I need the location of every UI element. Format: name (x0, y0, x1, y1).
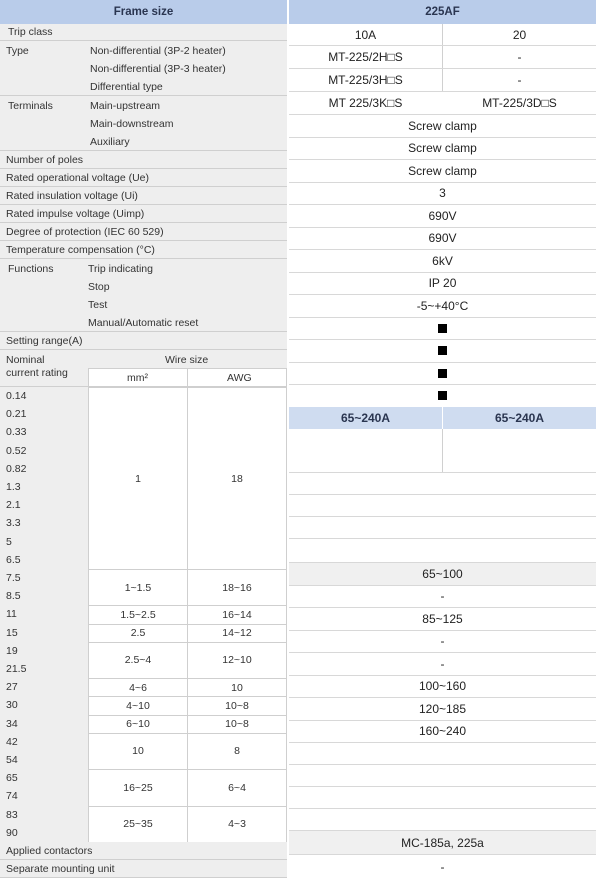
wire-mm2-cell (88, 696, 188, 715)
wire-mm2-value: 4~6 (129, 681, 147, 694)
blank-row (289, 517, 596, 539)
function-value-row (289, 340, 596, 363)
single-value-row (289, 138, 596, 161)
function-value-row (289, 363, 596, 386)
wire-mm2-cell (88, 769, 188, 806)
blank-row (289, 765, 596, 787)
wire-awg-value: 10~8 (225, 699, 249, 712)
single-value: -5~+40°C (416, 298, 469, 313)
wire-mm2-value: 6~10 (126, 718, 150, 731)
wire-awg-value: 8 (234, 745, 240, 758)
setting-range-label: Setting range(A) (6, 335, 83, 347)
current-rating-value: 0.52 (6, 444, 27, 457)
single-value: IP 20 (428, 276, 457, 291)
applied-contactors-row (0, 842, 287, 860)
wire-awg-cell (187, 569, 287, 606)
wire-mm2-value: 10 (132, 745, 144, 758)
applied-contactors-value-row (289, 831, 596, 855)
current-rating-value: 30 (6, 699, 18, 712)
ui-label: Rated insulation voltage (Ui) (6, 190, 138, 202)
single-value: 690V (428, 231, 457, 246)
single-value: 690V (428, 208, 457, 223)
wire-awg-value: 16~14 (222, 608, 252, 621)
current-rating-value: 5 (6, 535, 12, 548)
trip-class-values-row (289, 24, 596, 46)
single-value-row (289, 295, 596, 318)
single-value-row (289, 228, 596, 251)
awg-header-cell (187, 368, 287, 387)
range-value-row (289, 563, 596, 586)
mm2-label: mm² (127, 372, 148, 384)
functions-item: Manual/Automatic reset (88, 317, 199, 329)
wire-awg-cell (187, 769, 287, 806)
range-value-row (289, 653, 596, 676)
wire-awg-cell (187, 806, 287, 843)
wire-awg-cell (187, 642, 287, 679)
single-value-row (289, 250, 596, 273)
single-values-area (289, 115, 596, 407)
current-rating-value: 65 (6, 772, 18, 785)
filled-square-icon (438, 391, 447, 400)
single-value-row (289, 183, 596, 206)
trip-class-value: 20 (512, 27, 527, 42)
wire-mm2-value: 1~1.5 (124, 581, 152, 594)
current-rating-value: 6.5 (6, 553, 21, 566)
functions-section (0, 259, 287, 332)
wire-awg-cell (187, 678, 287, 697)
applied-contactors-label: Applied contactors (6, 845, 93, 857)
range-value: - (440, 634, 445, 649)
current-rating-value: 0.21 (6, 408, 27, 421)
separate-mounting-label: Separate mounting unit (6, 863, 115, 875)
current-rating-value: 2.1 (6, 499, 21, 512)
range-value-row (289, 721, 596, 744)
range-values-area (289, 563, 596, 743)
current-rating-value: 83 (6, 808, 18, 821)
current-rating-value: 0.14 (6, 390, 27, 402)
range-header-value: 65~240A (494, 411, 545, 425)
functions-label: Functions (8, 263, 54, 275)
ip-row (0, 223, 287, 241)
wire-mm2-cell (88, 387, 188, 570)
current-rating-value: 11 (6, 608, 17, 621)
range-value: 120~185 (418, 701, 467, 716)
range-value-row (289, 676, 596, 699)
range-value: - (440, 589, 445, 604)
ui-row (0, 187, 287, 205)
setting-range-row (0, 332, 287, 350)
wire-awg-value: 14~12 (222, 627, 252, 640)
terminals-label: Terminals (8, 100, 53, 112)
single-value: 3 (439, 186, 446, 201)
functions-item: Trip indicating (88, 263, 153, 275)
filled-square-icon (438, 369, 447, 378)
wire-awg-value: 6~4 (228, 781, 246, 794)
filled-square-icon (438, 346, 447, 355)
single-value: Screw clamp (408, 163, 477, 178)
wire-awg-cell (187, 696, 287, 715)
type-section (0, 41, 287, 96)
type-value: MT-225/2H□S (328, 50, 403, 64)
wire-mm2-value: 2.5 (130, 627, 146, 640)
single-value: Screw clamp (408, 118, 477, 133)
wire-mm2-cell (88, 605, 188, 624)
blank-row (289, 495, 596, 517)
range-value: 160~240 (418, 724, 467, 739)
wire-mm2-cell (88, 624, 188, 643)
current-rating-value: 19 (6, 644, 18, 657)
range-header-value: 65~240A (340, 411, 391, 425)
wire-mm2-value: 4~10 (126, 699, 150, 712)
225af-header: 225AF (289, 0, 596, 24)
type-values-row (289, 69, 596, 92)
type-values-row (289, 46, 596, 69)
current-rating-value: 0.33 (6, 426, 27, 439)
nominal-current-label: Nominal current rating (6, 354, 68, 379)
filled-square-icon (438, 324, 447, 333)
function-value-row (289, 318, 596, 341)
type-split-row (289, 92, 596, 115)
current-rating-value: 90 (6, 826, 18, 839)
current-rating-value: 7.5 (6, 572, 21, 584)
separate-mounting-row (0, 860, 287, 878)
single-value-row (289, 160, 596, 183)
type-value: - (517, 73, 522, 87)
type-item: Differential type (90, 81, 163, 93)
current-rating-value: 54 (6, 754, 18, 766)
uimp-row (0, 205, 287, 223)
type-split-value: MT 225/3K□S (328, 96, 403, 110)
separate-mounting-value-row (289, 855, 596, 878)
wire-mm2-cell (88, 678, 188, 697)
separate-mounting-value: - (440, 859, 445, 874)
wire-mm2-cell (88, 642, 188, 679)
range-blank-row (289, 429, 596, 473)
range-value-row (289, 698, 596, 721)
range-header-row (289, 407, 596, 429)
type-value: - (517, 50, 522, 64)
range-value: 85~125 (422, 611, 463, 626)
range-value: 100~160 (418, 679, 467, 694)
wire-size-label: Wire size (165, 354, 209, 366)
current-rating-value: 1.3 (6, 481, 21, 493)
wire-mm2-value: 1.5~2.5 (120, 608, 156, 621)
range-value: - (440, 656, 445, 671)
wire-mm2-cell (88, 806, 188, 843)
current-rating-area (0, 387, 287, 842)
poles-label: Number of poles (6, 154, 84, 166)
blank-row (289, 787, 596, 809)
ue-row (0, 169, 287, 187)
type-value: MT-225/3H□S (328, 73, 403, 87)
range-value-row (289, 586, 596, 609)
wire-awg-cell (187, 715, 287, 734)
current-rating-value: 27 (6, 681, 18, 694)
wire-mm2-cell (88, 733, 188, 770)
wire-mm2-value: 25~35 (123, 818, 153, 831)
wire-awg-value: 10 (231, 681, 243, 694)
blank-row (289, 809, 596, 831)
wire-awg-cell (187, 387, 287, 570)
functions-item: Test (88, 299, 108, 311)
wire-awg-cell (187, 605, 287, 624)
trip-class-value: 10A (354, 27, 377, 42)
terminals-section (0, 96, 287, 151)
wire-mm2-cell (88, 569, 188, 606)
blank-row (289, 743, 596, 765)
trip-class-row (0, 24, 287, 41)
poles-row (0, 151, 287, 169)
frame-size-header: Frame size (0, 0, 287, 24)
wire-mm2-value: 2.5~4 (124, 654, 152, 667)
current-rating-value: 0.82 (6, 462, 27, 475)
current-rating-value: 74 (6, 790, 18, 803)
wire-awg-cell (187, 733, 287, 770)
range-value: 65~100 (422, 566, 463, 581)
type-label: Type (6, 45, 29, 57)
single-value-row (289, 205, 596, 228)
blank-row (289, 473, 596, 495)
wire-mm2-value: 1 (135, 472, 141, 485)
type-item: Non-differential (3P-3 heater) (90, 63, 226, 75)
single-value: 6kV (432, 253, 453, 268)
type-split-value: MT-225/3D□S (482, 96, 557, 110)
range-value-row (289, 631, 596, 654)
terminals-item: Main-upstream (90, 100, 161, 112)
terminals-item: Auxiliary (90, 136, 130, 148)
wire-awg-value: 18 (231, 472, 243, 485)
temp-row (0, 241, 287, 259)
trip-class-label: Trip class (8, 26, 53, 38)
terminals-item: Main-downstream (90, 118, 174, 130)
current-rating-value: 42 (6, 735, 18, 748)
applied-contactors-value: MC-185a, 225a (401, 835, 484, 850)
mm2-header-cell (88, 368, 188, 387)
wire-awg-value: 12~10 (222, 654, 252, 667)
ip-label: Degree of protection (IEC 60 529) (6, 226, 164, 238)
awg-label: AWG (227, 372, 252, 384)
current-rating-value: 8.5 (6, 590, 21, 603)
functions-item: Stop (88, 281, 110, 293)
current-rating-value: 15 (6, 626, 18, 639)
wire-awg-value: 10~8 (225, 718, 249, 731)
single-value-row (289, 115, 596, 138)
function-value-row (289, 385, 596, 408)
current-rating-value: 21.5 (6, 663, 27, 675)
wire-awg-value: 4~3 (228, 818, 246, 831)
type-item: Non-differential (3P-2 heater) (90, 45, 226, 57)
ue-label: Rated operational voltage (Ue) (6, 172, 150, 184)
single-value-row (289, 273, 596, 296)
current-rating-value: 3.3 (6, 517, 21, 530)
uimp-label: Rated impulse voltage (Uimp) (6, 208, 145, 220)
wire-mm2-value: 16~25 (123, 781, 153, 794)
single-value: Screw clamp (408, 141, 477, 156)
blank-row (289, 539, 596, 563)
temp-label: Temperature compensation (°C) (6, 244, 155, 256)
wire-awg-cell (187, 624, 287, 643)
wire-awg-value: 18~16 (222, 581, 252, 594)
current-rating-value: 34 (6, 717, 18, 730)
range-value-row (289, 608, 596, 631)
wire-mm2-cell (88, 715, 188, 734)
